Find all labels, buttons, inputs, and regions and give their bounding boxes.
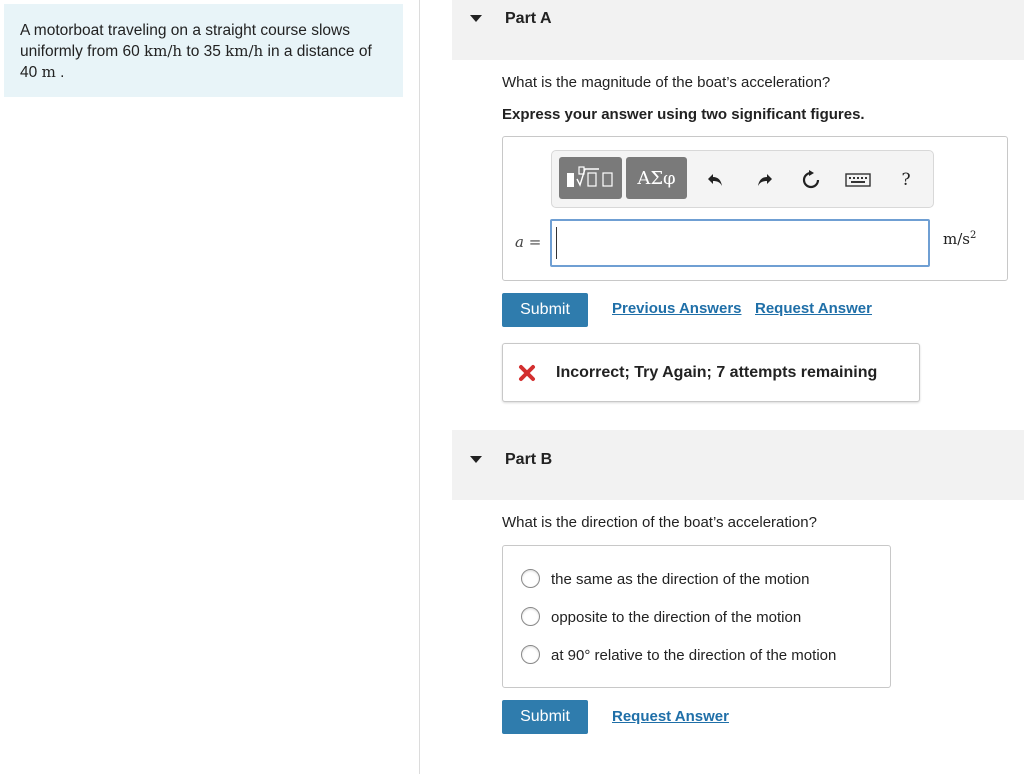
problem-statement — [4, 4, 403, 97]
part-a-submit-button[interactable]: Submit — [502, 293, 588, 327]
option-label[interactable]: the same as the direction of the motion — [551, 571, 810, 588]
part-b-title: Part B — [505, 451, 553, 468]
incorrect-x-icon — [518, 364, 536, 382]
option-radio[interactable] — [521, 569, 540, 588]
text-cursor — [556, 227, 557, 259]
part-b-question: What is the direction of the boat’s acceleration? — [502, 514, 817, 531]
units-label — [943, 230, 976, 248]
speed-unit-1: km/h — [144, 42, 183, 60]
part-a-title: Part A — [505, 10, 552, 27]
part-b-request-answer-link[interactable]: Request Answer — [612, 708, 729, 725]
answer-input[interactable] — [550, 219, 930, 267]
part-a-instruction: Express your answer using two significant figures. — [502, 106, 865, 123]
variable-label: a = — [515, 233, 542, 251]
problem-text-1: A motorboat traveling on a straight course slows uniformly from 60 — [20, 22, 350, 60]
speed-unit-2: km/h — [225, 42, 264, 60]
option-label[interactable]: opposite to the direction of the motion — [551, 609, 802, 626]
part-b-submit-button[interactable]: Submit — [502, 700, 588, 734]
feedback-message: Incorrect; Try Again; 7 attempts remaining — [556, 364, 878, 381]
redo-icon[interactable] — [751, 167, 777, 193]
keyboard-icon[interactable] — [843, 167, 873, 193]
previous-answers-link[interactable]: Previous Answers — [612, 300, 742, 317]
help-button[interactable]: ? — [901, 170, 911, 190]
collapse-caret-icon[interactable] — [470, 15, 482, 22]
column-divider — [419, 0, 420, 774]
problem-text-3: in a distance of 40 — [20, 43, 372, 81]
option-radio[interactable] — [521, 607, 540, 626]
units-base: m/s — [943, 230, 970, 248]
undo-icon[interactable] — [703, 167, 729, 193]
templates-button[interactable] — [559, 157, 622, 199]
problem-text-4: . — [55, 64, 65, 81]
option-radio[interactable] — [521, 645, 540, 664]
units-exponent: 2 — [969, 230, 977, 241]
part-a-header[interactable] — [452, 0, 1024, 60]
reset-icon[interactable] — [798, 167, 824, 193]
part-a-question: What is the magnitude of the boat’s acceleration? — [502, 74, 831, 91]
part-a-request-answer-link[interactable]: Request Answer — [755, 300, 872, 317]
option-label[interactable]: at 90° relative to the direction of the motion — [551, 647, 837, 664]
greek-symbols-button[interactable]: ΑΣφ — [626, 157, 687, 199]
collapse-caret-icon[interactable] — [470, 456, 482, 463]
problem-text-2: to 35 — [182, 43, 226, 60]
distance-unit: m — [41, 63, 56, 81]
templates-icon — [565, 163, 617, 193]
